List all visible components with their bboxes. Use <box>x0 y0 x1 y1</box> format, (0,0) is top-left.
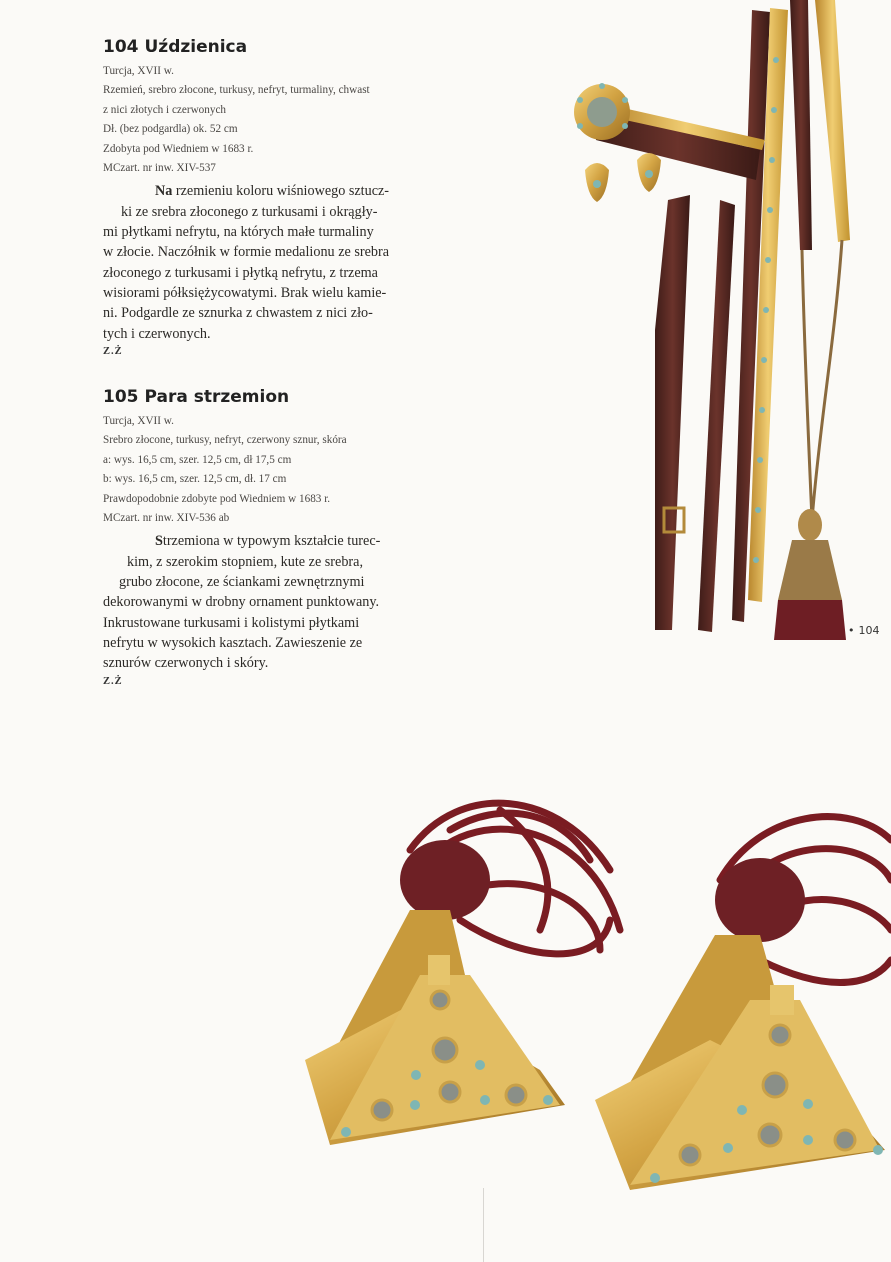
entry-title-text: Uździenica <box>144 37 248 57</box>
desc-line: ni. Podgardle ze sznurka z chwastem z nici zło- <box>103 305 373 322</box>
desc-lead: S <box>155 533 163 550</box>
desc-lead: Na <box>155 183 173 200</box>
desc-line: w złocie. Naczółnik w formie medalionu ze srebra <box>103 244 389 261</box>
desc-line: trzemiona w typowym kształcie turec- <box>162 533 381 550</box>
figure-label <box>848 624 880 637</box>
desc-line: grubo złocone, ze ściankami zewnętrznymi <box>119 574 365 591</box>
entry-title-text: Para strzemion <box>144 387 290 407</box>
desc-line: kim, z szerokim stopniem, kute ze srebra, <box>127 553 363 570</box>
desc-line: Inkrustowane turkusami i kolistymi płytkami <box>103 614 360 631</box>
desc-line: złoconego z turkusami i płytką nefrytu, z trzema <box>103 264 378 281</box>
meta-line: Dł. (bez podgardla) ok. 52 cm <box>103 123 238 136</box>
entry-number: 104 <box>103 37 139 57</box>
author-signature: Z.Ż <box>103 345 123 357</box>
desc-line: nefrytu w wysokich kasztach. Zawieszenie ze <box>103 634 363 651</box>
bullet-icon: • <box>848 624 855 637</box>
meta-line: Srebro złocone, turkusy, nefryt, czerwony sznur, skóra <box>103 434 347 447</box>
desc-line: wisiorami półksiężycowatymi. Brak wielu kamie- <box>103 284 387 301</box>
meta-line: a: wys. 16,5 cm, szer. 12,5 cm, dł 17,5 cm <box>103 453 292 466</box>
meta-line: Zdobyta pod Wiedniem w 1683 r. <box>103 142 254 155</box>
author-signature: Z.Ż <box>103 675 123 687</box>
meta-line: Turcja, XVII w. <box>103 65 174 77</box>
desc-line: rzemieniu koloru wiśniowego sztucz- <box>172 183 390 200</box>
meta-line: b: wys. 16,5 cm, szer. 12,5 cm, dł. 17 cm <box>103 473 287 486</box>
desc-line: dekorowanymi w drobny ornament punktowany. <box>103 594 380 611</box>
meta-line: Prawdopodobnie zdobyte pod Wiedniem w 1683 r. <box>103 492 331 505</box>
page-gutter-line <box>483 1188 484 1262</box>
figure-number: 104 <box>858 624 880 637</box>
entry-number: 105 <box>103 387 139 407</box>
meta-line: z nici złotych i czerwonych <box>103 103 227 116</box>
meta-line: Rzemień, srebro złocone, turkusy, nefryt, turmaliny, chwast <box>103 84 370 97</box>
meta-line: Turcja, XVII w. <box>103 415 174 427</box>
meta-line: MCzart. nr inw. XIV-537 <box>103 162 216 175</box>
desc-line: sznurów czerwonych i skóry. <box>103 655 269 672</box>
desc-line: ki ze srebra złoconego z turkusami i okrągły- <box>121 203 378 220</box>
desc-line: tych i czerwonych. <box>103 325 211 342</box>
desc-line: mi płytkami nefrytu, na których małe turmaliny <box>103 224 374 241</box>
meta-line: MCzart. nr inw. XIV-536 ab <box>103 512 230 525</box>
